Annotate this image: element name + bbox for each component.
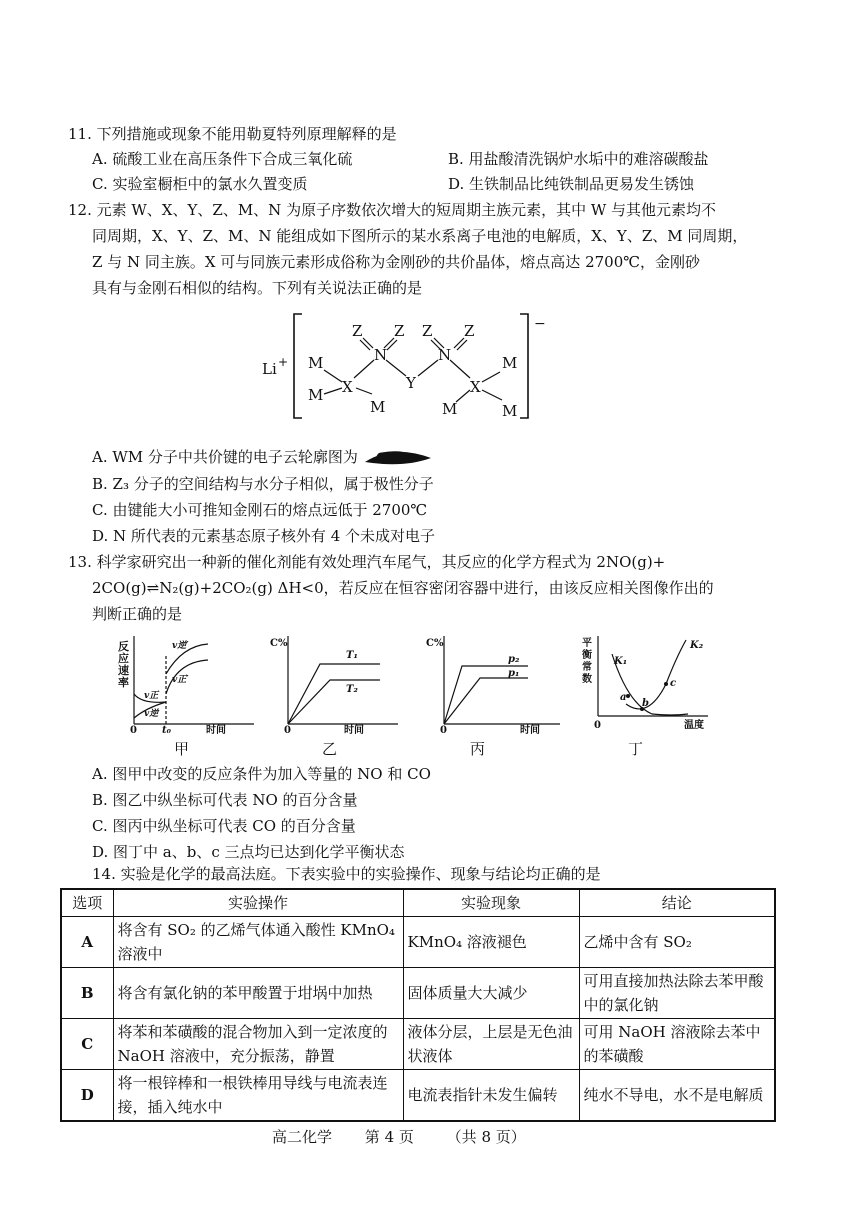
q11-option-d: D. 生铁制品比纯铁制品更易发生锈蚀	[448, 175, 695, 193]
row-key: B	[61, 968, 113, 1019]
graph-yi-T1: T₁	[346, 650, 358, 661]
table-row	[61, 1070, 775, 1122]
q12-stem-line1: 12. 元素 W、X、Y、Z、M、N 为原子序数依次增大的短周期主族元素，其中 W 与其他元素均不	[68, 201, 717, 219]
q13-stem-line1: 13. 科学家研究出一种新的催化剂能有效处理汽车尾气，其反应的化学方程式为 2NO(g)+	[68, 553, 666, 571]
q13-option-b: B. 图乙中纵坐标可代表 NO 的百分含量	[92, 791, 358, 809]
row-conclusion: 可用直接加热法除去苯甲酸中的氯化钠	[579, 968, 775, 1019]
atom-z2: Z	[394, 322, 405, 340]
graph-jia-ylabel-1: 反	[118, 640, 129, 653]
page-footer	[272, 1126, 554, 1147]
row-key: D	[61, 1070, 113, 1122]
graph-ding-K1: K₁	[614, 656, 628, 667]
row-conclusion: 纯水不导电，水不是电解质	[579, 1070, 775, 1122]
graph-jia-vzheng: v正	[144, 691, 159, 701]
graph-yi	[268, 634, 402, 734]
row-operation: 将含有氯化钠的苯甲酸置于坩埚中加热	[113, 968, 403, 1019]
electrolyte-structure-diagram	[258, 310, 558, 422]
atom-z1: Z	[352, 322, 363, 340]
q12-stem-line2: 同周期，X、Y、Z、M、N 能组成如下图所示的某水系离子电池的电解质，X、Y、Z、M 同周期，	[92, 227, 748, 245]
atom-z3: Z	[422, 322, 433, 340]
graph-ding-label-b: b	[642, 698, 649, 709]
row-key: C	[61, 1019, 113, 1070]
row-key: A	[61, 917, 113, 968]
row-operation: 将含有 SO₂ 的乙烯气体通入酸性 KMnO₄ 溶液中	[113, 917, 403, 968]
graph-bing-p2: p₂	[508, 654, 520, 665]
graph-jia-ylabel-2: 应	[118, 652, 129, 665]
graph-jia-ylabel-3: 速	[118, 664, 129, 677]
q12-option-c: C. 由键能大小可推知金刚石的熔点远低于 2700℃	[92, 501, 428, 519]
footer-subject: 高二化学	[272, 1128, 333, 1146]
graph-jia-t0: t₀	[162, 725, 171, 734]
table-row	[61, 1019, 775, 1070]
graph-jia-caption: 甲	[174, 740, 190, 758]
graph-bing-p1: p₁	[508, 668, 520, 679]
graph-yi-caption: 乙	[322, 740, 338, 758]
graph-yi-T2: T₂	[346, 684, 358, 695]
graph-yi-origin: 0	[284, 725, 291, 734]
atom-x-right: X	[470, 378, 481, 396]
q13-option-d: D. 图丁中 a、b、c 三点均已达到化学平衡状态	[92, 843, 405, 861]
graph-ding-label-a: a	[620, 692, 627, 703]
q11-option-a: A. 硫酸工业在高压条件下合成三氧化硫	[92, 150, 353, 168]
graph-ding	[576, 634, 716, 734]
graph-jia-vni: v逆	[144, 709, 159, 719]
graph-bing-xlabel: 时间	[520, 725, 540, 734]
q12-option-b: B. Z₃ 分子的空间结构与水分子相似，属于极性分子	[92, 475, 434, 493]
footer-total-pages: （共 8 页）	[446, 1128, 526, 1146]
graph-jia-origin: 0	[130, 725, 137, 734]
graph-ding-ylabel-2: 衡	[582, 650, 592, 661]
atom-m2: M	[308, 386, 324, 404]
table-header-row	[61, 889, 775, 917]
q14-stem: 14. 实验是化学的最高法庭。下表实验中的实验操作、现象与结论均正确的是	[92, 865, 601, 883]
atom-m1: M	[308, 354, 324, 372]
row-conclusion: 可用 NaOH 溶液除去苯中的苯磺酸	[579, 1019, 775, 1070]
graph-ding-ylabel-3: 常	[582, 662, 592, 673]
cation-charge: +	[278, 355, 289, 369]
table-row	[61, 917, 775, 968]
q11-option-b: B. 用盐酸清洗锅炉水垢中的难溶碳酸盐	[448, 150, 709, 168]
q13-stem-line2: 2CO(g)⇌N₂(g)+2CO₂(g) ΔH<0，若反应在恒容密闭容器中进行，由该反应相关图像作出的	[92, 579, 714, 597]
q13-stem-line3: 判断正确的是	[92, 605, 183, 623]
atom-n-left: N	[374, 346, 388, 364]
header-phenomenon: 实验现象	[403, 889, 579, 917]
row-operation: 将一根锌棒和一根铁棒用导线与电流表连接，插入纯水中	[113, 1070, 403, 1122]
graph-jia-ylabel-4: 率	[118, 676, 129, 689]
graph-ding-point-a	[626, 694, 630, 698]
atom-y: Y	[406, 374, 416, 392]
graph-bing-origin: 0	[440, 725, 447, 734]
experiment-table	[60, 888, 776, 1122]
header-option: 选项	[61, 889, 113, 917]
graph-ding-origin: 0	[594, 720, 601, 731]
graph-yi-ylabel: C%	[270, 638, 288, 649]
graph-bing-ylabel: C%	[426, 638, 444, 649]
q13-option-a: A. 图甲中改变的反应条件为加入等量的 NO 和 CO	[92, 765, 431, 783]
row-phenomenon: 电流表指针未发生偏转	[403, 1070, 579, 1122]
row-phenomenon: KMnO₄ 溶液褪色	[403, 917, 579, 968]
table-row	[61, 968, 775, 1019]
footer-page-number: 第 4 页	[364, 1128, 414, 1146]
row-phenomenon: 液体分层，上层是无色油状液体	[403, 1019, 579, 1070]
graph-ding-point-c	[664, 682, 668, 686]
graph-jia-vni-prime: v逆′	[172, 641, 189, 651]
q12-option-a-text: A. WM 分子中共价键的电子云轮廓图为	[92, 448, 358, 466]
q11-stem: 11. 下列措施或现象不能用勒夏特列原理解释的是	[68, 125, 397, 143]
graph-ding-K2: K₂	[690, 640, 704, 651]
graph-jia-vzheng-prime: v正′	[172, 675, 189, 685]
atom-z4: Z	[464, 322, 475, 340]
atom-m4: M	[502, 354, 518, 372]
row-phenomenon: 固体质量大大减少	[403, 968, 579, 1019]
graph-yi-xlabel: 时间	[344, 725, 364, 734]
electron-cloud-shape-icon	[363, 450, 433, 466]
graph-ding-ylabel-1: 平	[582, 638, 592, 649]
q11-option-c: C. 实验室橱柜中的氯水久置变质	[92, 175, 308, 193]
graph-jia-xlabel: 时间	[206, 725, 226, 734]
atom-m5: M	[442, 400, 458, 418]
q12-stem-line3: Z 与 N 同主族。X 可与同族元素形成俗称为金刚砂的共价晶体，熔点高达 2700℃，金刚砂	[92, 253, 701, 271]
atom-x-left: X	[342, 378, 353, 396]
graph-bing	[424, 634, 564, 734]
header-operation: 实验操作	[113, 889, 403, 917]
graph-ding-ylabel-4: 数	[582, 674, 592, 685]
graph-ding-label-c: c	[670, 678, 677, 689]
cation-symbol: Li	[262, 360, 277, 378]
atom-n-right: N	[438, 346, 452, 364]
anion-charge: −	[534, 316, 546, 332]
q12-stem-line4: 具有与金刚石相似的结构。下列有关说法正确的是	[92, 279, 423, 297]
atom-m6: M	[502, 402, 518, 420]
graph-ding-caption: 丁	[628, 740, 644, 758]
q12-option-d: D. N 所代表的元素基态原子核外有 4 个未成对电子	[92, 527, 436, 545]
q13-option-c: C. 图丙中纵坐标可代表 CO 的百分含量	[92, 817, 356, 835]
graph-ding-xlabel: 温度	[684, 720, 704, 731]
row-operation: 将苯和苯磺酸的混合物加入到一定浓度的 NaOH 溶液中，充分振荡，静置	[113, 1019, 403, 1070]
header-conclusion: 结论	[579, 889, 775, 917]
graph-bing-caption: 丙	[470, 740, 486, 758]
atom-m3: M	[370, 398, 386, 416]
q12-option-a	[92, 445, 433, 469]
graph-jia	[112, 634, 262, 734]
row-conclusion: 乙烯中含有 SO₂	[579, 917, 775, 968]
